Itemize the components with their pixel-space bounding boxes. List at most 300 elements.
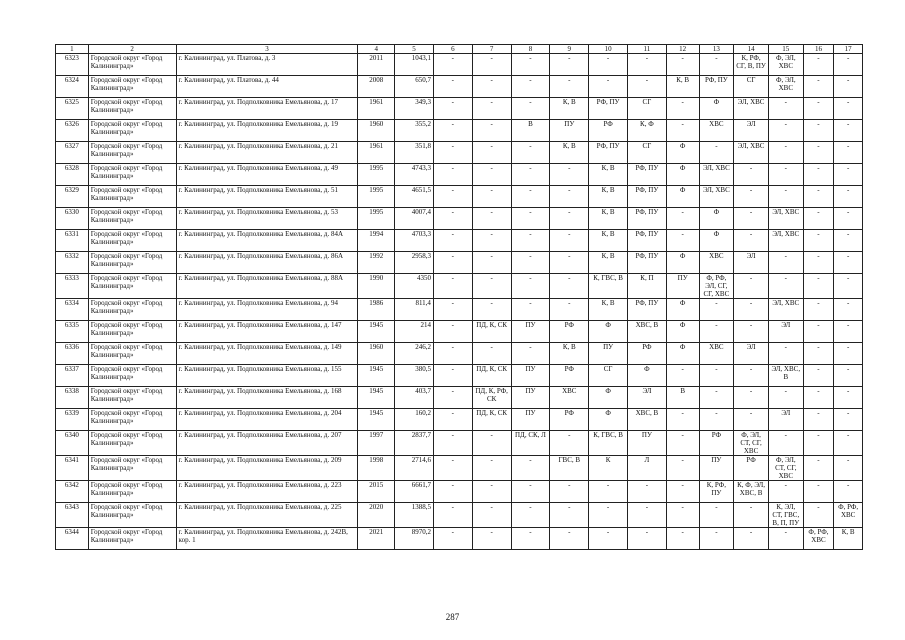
column-header: 7 xyxy=(472,45,511,54)
year-cell: 1945 xyxy=(358,387,395,409)
municipality-cell: Городской округ «Город Калининград» xyxy=(88,98,176,120)
year-cell: 1960 xyxy=(358,343,395,365)
row-number-cell: 6334 xyxy=(56,299,89,321)
work-column-14-cell: - xyxy=(734,321,769,343)
area-cell: 6661,7 xyxy=(395,481,434,503)
work-column-16-cell: - xyxy=(803,503,834,528)
column-header: 14 xyxy=(734,45,769,54)
work-column-14-cell: - xyxy=(734,299,769,321)
work-column-10-cell: Ф xyxy=(589,387,628,409)
municipality-cell: Городской округ «Город Калининград» xyxy=(88,299,176,321)
work-column-12-cell: - xyxy=(666,503,699,528)
area-cell: 811,4 xyxy=(395,299,434,321)
work-column-6-cell: - xyxy=(433,387,472,409)
work-column-7-cell: - xyxy=(472,120,511,142)
work-column-9-cell: - xyxy=(550,481,589,503)
work-column-10-cell: Ф xyxy=(589,321,628,343)
work-column-11-cell: СГ xyxy=(628,142,667,164)
work-column-11-cell: СГ xyxy=(628,98,667,120)
work-column-9-cell: РФ xyxy=(550,365,589,387)
work-column-12-cell: В xyxy=(666,387,699,409)
row-number-cell: 6341 xyxy=(56,456,89,481)
work-column-13-cell: - xyxy=(699,321,734,343)
column-header: 16 xyxy=(803,45,834,54)
work-column-6-cell: - xyxy=(433,186,472,208)
work-column-8-cell: - xyxy=(511,481,550,503)
table-row xyxy=(56,365,863,387)
column-header: 2 xyxy=(88,45,176,54)
municipality-cell: Городской округ «Город Калининград» xyxy=(88,503,176,528)
work-column-17-cell: - xyxy=(834,142,863,164)
work-column-14-cell: - xyxy=(734,387,769,409)
municipality-cell: Городской округ «Город Калининград» xyxy=(88,252,176,274)
table-row xyxy=(56,142,863,164)
work-column-14-cell: - xyxy=(734,164,769,186)
column-header: 15 xyxy=(768,45,803,54)
work-column-14-cell: - xyxy=(734,208,769,230)
work-column-7-cell: - xyxy=(472,252,511,274)
work-column-17-cell: - xyxy=(834,252,863,274)
work-column-8-cell: - xyxy=(511,299,550,321)
work-column-7-cell: - xyxy=(472,528,511,550)
municipality-cell: Городской округ «Город Калининград» xyxy=(88,343,176,365)
table-row xyxy=(56,54,863,76)
year-cell: 1986 xyxy=(358,299,395,321)
work-column-16-cell: - xyxy=(803,98,834,120)
address-cell: г. Калининград, ул. Подполковника Емельянова, д. 51 xyxy=(176,186,358,208)
work-column-7-cell: - xyxy=(472,343,511,365)
work-column-11-cell: ЭЛ xyxy=(628,387,667,409)
work-column-16-cell: - xyxy=(803,54,834,76)
work-column-16-cell: - xyxy=(803,343,834,365)
work-column-12-cell: Ф xyxy=(666,142,699,164)
work-column-7-cell: - xyxy=(472,142,511,164)
work-column-14-cell: ЭЛ xyxy=(734,252,769,274)
work-column-14-cell: - xyxy=(734,365,769,387)
area-cell: 349,3 xyxy=(395,98,434,120)
work-column-12-cell: Ф xyxy=(666,252,699,274)
work-column-16-cell: - xyxy=(803,299,834,321)
row-number-cell: 6330 xyxy=(56,208,89,230)
work-column-16-cell: - xyxy=(803,208,834,230)
column-header: 11 xyxy=(628,45,667,54)
work-column-17-cell: - xyxy=(834,387,863,409)
work-column-7-cell: - xyxy=(472,299,511,321)
column-header: 6 xyxy=(433,45,472,54)
work-column-15-cell: ЭЛ xyxy=(768,409,803,431)
work-column-14-cell: ЭЛ, ХВС xyxy=(734,98,769,120)
work-column-7-cell: ПД, К, СК xyxy=(472,321,511,343)
work-column-13-cell: ЭЛ, ХВС xyxy=(699,164,734,186)
work-column-17-cell: - xyxy=(834,54,863,76)
table-row xyxy=(56,528,863,550)
row-number-cell: 6339 xyxy=(56,409,89,431)
work-column-17-cell: - xyxy=(834,208,863,230)
work-column-7-cell: ПД, К, СК xyxy=(472,409,511,431)
work-column-16-cell: - xyxy=(803,481,834,503)
table-row xyxy=(56,387,863,409)
work-column-14-cell: - xyxy=(734,528,769,550)
work-column-13-cell: - xyxy=(699,142,734,164)
work-column-14-cell: К, РФ, СГ, В, ПУ xyxy=(734,54,769,76)
work-column-6-cell: - xyxy=(433,481,472,503)
row-number-cell: 6332 xyxy=(56,252,89,274)
table-row xyxy=(56,321,863,343)
work-column-6-cell: - xyxy=(433,230,472,252)
year-cell: 1995 xyxy=(358,186,395,208)
area-cell: 1043,1 xyxy=(395,54,434,76)
work-column-12-cell: - xyxy=(666,120,699,142)
work-column-12-cell: - xyxy=(666,456,699,481)
work-column-6-cell: - xyxy=(433,299,472,321)
work-column-10-cell: РФ xyxy=(589,120,628,142)
address-cell: г. Калининград, ул. Подполковника Емельянова, д. 223 xyxy=(176,481,358,503)
work-column-6-cell: - xyxy=(433,98,472,120)
area-cell: 8970,2 xyxy=(395,528,434,550)
year-cell: 1995 xyxy=(358,164,395,186)
address-cell: г. Калининград, ул. Подполковника Емельянова, д. 204 xyxy=(176,409,358,431)
work-column-9-cell: - xyxy=(550,164,589,186)
work-column-6-cell: - xyxy=(433,528,472,550)
work-column-7-cell: ПД, К, РФ, СК xyxy=(472,387,511,409)
work-column-8-cell: - xyxy=(511,252,550,274)
row-number-cell: 6338 xyxy=(56,387,89,409)
municipality-cell: Городской округ «Город Калининград» xyxy=(88,387,176,409)
work-column-13-cell: - xyxy=(699,54,734,76)
work-column-16-cell: - xyxy=(803,431,834,456)
work-column-13-cell: РФ, ПУ xyxy=(699,76,734,98)
municipality-cell: Городской округ «Город Калининград» xyxy=(88,164,176,186)
work-column-17-cell: - xyxy=(834,98,863,120)
work-column-14-cell: РФ xyxy=(734,456,769,481)
work-column-12-cell: Ф xyxy=(666,299,699,321)
page-number: 287 xyxy=(445,612,460,622)
municipality-cell: Городской округ «Город Калининград» xyxy=(88,365,176,387)
work-column-6-cell: - xyxy=(433,409,472,431)
address-cell: г. Калининград, ул. Подполковника Емельянова, д. 209 xyxy=(176,456,358,481)
work-column-13-cell: Ф xyxy=(699,208,734,230)
area-cell: 2837,7 xyxy=(395,431,434,456)
work-column-15-cell: ЭЛ, ХВС, В xyxy=(768,365,803,387)
work-column-15-cell: К, ЭЛ, СТ, ГВС, В, П, ПУ xyxy=(768,503,803,528)
work-column-13-cell: РФ xyxy=(699,431,734,456)
work-column-11-cell: ПУ xyxy=(628,431,667,456)
work-column-10-cell: К, В xyxy=(589,164,628,186)
work-column-12-cell: Ф xyxy=(666,343,699,365)
table-row xyxy=(56,299,863,321)
work-column-12-cell: - xyxy=(666,230,699,252)
work-column-11-cell: - xyxy=(628,76,667,98)
work-column-13-cell: Ф, РФ, ЭЛ, СГ, СГ, ХВС xyxy=(699,274,734,299)
work-column-12-cell: - xyxy=(666,98,699,120)
work-column-9-cell: ГВС, В xyxy=(550,456,589,481)
row-number-cell: 6331 xyxy=(56,230,89,252)
work-column-15-cell: Ф, ЭЛ, ХВС xyxy=(768,54,803,76)
area-cell: 4651,5 xyxy=(395,186,434,208)
address-cell: г. Калининград, ул. Подполковника Емельянова, д. 21 xyxy=(176,142,358,164)
table-row xyxy=(56,208,863,230)
work-column-16-cell: - xyxy=(803,321,834,343)
work-column-7-cell: - xyxy=(472,481,511,503)
work-column-11-cell: - xyxy=(628,528,667,550)
work-column-11-cell: К, Ф xyxy=(628,120,667,142)
work-column-13-cell: - xyxy=(699,387,734,409)
work-column-15-cell: - xyxy=(768,274,803,299)
work-column-16-cell: Ф, РФ, ХВС xyxy=(803,528,834,550)
work-column-17-cell: - xyxy=(834,186,863,208)
column-header: 17 xyxy=(834,45,863,54)
row-number-cell: 6343 xyxy=(56,503,89,528)
work-column-7-cell: - xyxy=(472,98,511,120)
row-number-cell: 6333 xyxy=(56,274,89,299)
municipality-cell: Городской округ «Город Калининград» xyxy=(88,76,176,98)
year-cell: 1997 xyxy=(358,431,395,456)
row-number-cell: 6326 xyxy=(56,120,89,142)
work-column-7-cell: - xyxy=(472,431,511,456)
work-column-15-cell: Ф, ЭЛ, ХВС xyxy=(768,76,803,98)
work-column-13-cell: ЭЛ, ХВС xyxy=(699,186,734,208)
table-row xyxy=(56,343,863,365)
work-column-13-cell: ХВС xyxy=(699,343,734,365)
work-column-16-cell: - xyxy=(803,230,834,252)
address-cell: г. Калининград, ул. Подполковника Емельянова, д. 84А xyxy=(176,230,358,252)
column-header: 5 xyxy=(395,45,434,54)
work-column-17-cell: - xyxy=(834,164,863,186)
work-column-17-cell: - xyxy=(834,120,863,142)
column-header: 1 xyxy=(56,45,89,54)
area-cell: 355,2 xyxy=(395,120,434,142)
work-column-17-cell: - xyxy=(834,230,863,252)
work-column-9-cell: - xyxy=(550,230,589,252)
work-column-8-cell: ПУ xyxy=(511,365,550,387)
work-column-7-cell: - xyxy=(472,503,511,528)
row-number-cell: 6342 xyxy=(56,481,89,503)
work-column-12-cell: ПУ xyxy=(666,274,699,299)
work-column-12-cell: - xyxy=(666,54,699,76)
work-column-6-cell: - xyxy=(433,252,472,274)
work-column-17-cell: - xyxy=(834,321,863,343)
area-cell: 351,8 xyxy=(395,142,434,164)
address-cell: г. Калининград, ул. Подполковника Емельянова, д. 94 xyxy=(176,299,358,321)
table-row xyxy=(56,409,863,431)
work-column-6-cell: - xyxy=(433,343,472,365)
municipality-cell: Городской округ «Город Калининград» xyxy=(88,230,176,252)
row-number-cell: 6335 xyxy=(56,321,89,343)
work-column-10-cell: - xyxy=(589,503,628,528)
work-column-9-cell: К, В xyxy=(550,98,589,120)
column-header: 3 xyxy=(176,45,358,54)
area-cell: 4007,4 xyxy=(395,208,434,230)
work-column-9-cell: - xyxy=(550,503,589,528)
work-column-10-cell: РФ, ПУ xyxy=(589,142,628,164)
work-column-17-cell: - xyxy=(834,365,863,387)
address-cell: г. Калининград, ул. Платова, д. 44 xyxy=(176,76,358,98)
work-column-11-cell: РФ, ПУ xyxy=(628,164,667,186)
address-cell: г. Калининград, ул. Платова, д. 3 xyxy=(176,54,358,76)
work-column-13-cell: ХВС xyxy=(699,252,734,274)
work-column-16-cell: - xyxy=(803,76,834,98)
column-header: 13 xyxy=(699,45,734,54)
work-column-8-cell: - xyxy=(511,142,550,164)
work-column-6-cell: - xyxy=(433,54,472,76)
table-row xyxy=(56,503,863,528)
work-column-10-cell: К, ГВС, В xyxy=(589,431,628,456)
work-column-6-cell: - xyxy=(433,208,472,230)
work-column-10-cell: - xyxy=(589,54,628,76)
work-column-9-cell: К, В xyxy=(550,142,589,164)
address-cell: г. Калининград, ул. Подполковника Емельянова, д. 207 xyxy=(176,431,358,456)
work-column-10-cell: ПУ xyxy=(589,343,628,365)
work-column-15-cell: - xyxy=(768,481,803,503)
work-column-17-cell: - xyxy=(834,481,863,503)
work-column-11-cell: РФ xyxy=(628,343,667,365)
row-number-cell: 6344 xyxy=(56,528,89,550)
work-column-11-cell: - xyxy=(628,503,667,528)
work-column-9-cell: ХВС xyxy=(550,387,589,409)
work-column-12-cell: Ф xyxy=(666,164,699,186)
work-column-12-cell: Ф xyxy=(666,321,699,343)
work-column-14-cell: - xyxy=(734,230,769,252)
area-cell: 1388,5 xyxy=(395,503,434,528)
work-column-7-cell: - xyxy=(472,186,511,208)
work-column-10-cell: - xyxy=(589,528,628,550)
year-cell: 1961 xyxy=(358,142,395,164)
work-column-6-cell: - xyxy=(433,164,472,186)
work-column-9-cell: - xyxy=(550,208,589,230)
work-column-17-cell: Ф, РФ, ХВС xyxy=(834,503,863,528)
work-column-8-cell: - xyxy=(511,208,550,230)
table-row xyxy=(56,456,863,481)
year-cell: 2020 xyxy=(358,503,395,528)
work-column-9-cell: РФ xyxy=(550,321,589,343)
table-row xyxy=(56,481,863,503)
work-column-9-cell: - xyxy=(550,252,589,274)
work-column-10-cell: К, В xyxy=(589,186,628,208)
address-cell: г. Калининград, ул. Подполковника Емельянова, д. 147 xyxy=(176,321,358,343)
address-cell: г. Калининград, ул. Подполковника Емельянова, д. 88А xyxy=(176,274,358,299)
work-column-15-cell: - xyxy=(768,142,803,164)
area-cell: 4743,3 xyxy=(395,164,434,186)
column-header: 10 xyxy=(589,45,628,54)
area-cell: 650,7 xyxy=(395,76,434,98)
work-column-8-cell: - xyxy=(511,164,550,186)
work-column-15-cell: - xyxy=(768,431,803,456)
work-column-8-cell: В xyxy=(511,120,550,142)
work-column-16-cell: - xyxy=(803,252,834,274)
municipality-cell: Городской округ «Город Калининград» xyxy=(88,321,176,343)
table-body xyxy=(56,54,863,550)
work-column-9-cell: - xyxy=(550,299,589,321)
work-column-8-cell: - xyxy=(511,343,550,365)
work-column-16-cell: - xyxy=(803,274,834,299)
work-column-9-cell: ПУ xyxy=(550,120,589,142)
work-column-17-cell: - xyxy=(834,274,863,299)
work-column-7-cell: ПД, К, СК xyxy=(472,365,511,387)
work-column-15-cell: - xyxy=(768,387,803,409)
column-header: 12 xyxy=(666,45,699,54)
row-number-cell: 6329 xyxy=(56,186,89,208)
work-column-17-cell: - xyxy=(834,431,863,456)
municipality-cell: Городской округ «Город Калининград» xyxy=(88,431,176,456)
column-header: 9 xyxy=(550,45,589,54)
register-table xyxy=(55,44,863,550)
municipality-cell: Городской округ «Город Калининград» xyxy=(88,456,176,481)
work-column-14-cell: К, Ф, ЭЛ, ХВС, В xyxy=(734,481,769,503)
year-cell: 1945 xyxy=(358,321,395,343)
work-column-14-cell: Ф, ЭЛ, СТ, СГ, ХВС xyxy=(734,431,769,456)
work-column-7-cell: - xyxy=(472,274,511,299)
work-column-10-cell: К, ГВС, В xyxy=(589,274,628,299)
work-column-8-cell: ПУ xyxy=(511,409,550,431)
municipality-cell: Городской округ «Город Калининград» xyxy=(88,186,176,208)
year-cell: 1945 xyxy=(358,409,395,431)
work-column-15-cell: - xyxy=(768,343,803,365)
work-column-7-cell: - xyxy=(472,76,511,98)
work-column-11-cell: - xyxy=(628,481,667,503)
address-cell: г. Калининград, ул. Подполковника Емельянова, д. 155 xyxy=(176,365,358,387)
year-cell: 2015 xyxy=(358,481,395,503)
work-column-8-cell: - xyxy=(511,456,550,481)
year-cell: 1992 xyxy=(358,252,395,274)
row-number-cell: 6340 xyxy=(56,431,89,456)
work-column-7-cell: - xyxy=(472,456,511,481)
work-column-11-cell: РФ, ПУ xyxy=(628,186,667,208)
row-number-cell: 6324 xyxy=(56,76,89,98)
work-column-11-cell: ХВС, В xyxy=(628,409,667,431)
work-column-17-cell: - xyxy=(834,409,863,431)
work-column-15-cell: - xyxy=(768,528,803,550)
work-column-11-cell: Ф xyxy=(628,365,667,387)
table-row xyxy=(56,186,863,208)
year-cell: 1994 xyxy=(358,230,395,252)
work-column-6-cell: - xyxy=(433,274,472,299)
year-cell: 1998 xyxy=(358,456,395,481)
work-column-13-cell: ХВС xyxy=(699,120,734,142)
table-row xyxy=(56,252,863,274)
area-cell: 246,2 xyxy=(395,343,434,365)
area-cell: 4703,3 xyxy=(395,230,434,252)
work-column-14-cell: ЭЛ xyxy=(734,120,769,142)
work-column-10-cell: СГ xyxy=(589,365,628,387)
row-number-cell: 6327 xyxy=(56,142,89,164)
year-cell: 2021 xyxy=(358,528,395,550)
work-column-8-cell: - xyxy=(511,98,550,120)
work-column-6-cell: - xyxy=(433,120,472,142)
work-column-15-cell: - xyxy=(768,252,803,274)
work-column-9-cell: К, В xyxy=(550,343,589,365)
year-cell: 1960 xyxy=(358,120,395,142)
work-column-8-cell: - xyxy=(511,528,550,550)
municipality-cell: Городской округ «Город Калининград» xyxy=(88,120,176,142)
work-column-11-cell: Л xyxy=(628,456,667,481)
work-column-16-cell: - xyxy=(803,365,834,387)
work-column-14-cell: ЭЛ xyxy=(734,343,769,365)
table-row xyxy=(56,230,863,252)
work-column-17-cell: К, В xyxy=(834,528,863,550)
work-column-12-cell: - xyxy=(666,481,699,503)
work-column-8-cell: ПД, СК, Л xyxy=(511,431,550,456)
work-column-11-cell: ХВС, В xyxy=(628,321,667,343)
work-column-14-cell: - xyxy=(734,409,769,431)
work-column-15-cell: - xyxy=(768,98,803,120)
work-column-6-cell: - xyxy=(433,456,472,481)
work-column-10-cell: - xyxy=(589,76,628,98)
row-number-cell: 6323 xyxy=(56,54,89,76)
work-column-15-cell: ЭЛ, ХВС xyxy=(768,299,803,321)
work-column-9-cell: РФ xyxy=(550,409,589,431)
work-column-13-cell: - xyxy=(699,299,734,321)
address-cell: г. Калининград, ул. Подполковника Емельянова, д. 149 xyxy=(176,343,358,365)
